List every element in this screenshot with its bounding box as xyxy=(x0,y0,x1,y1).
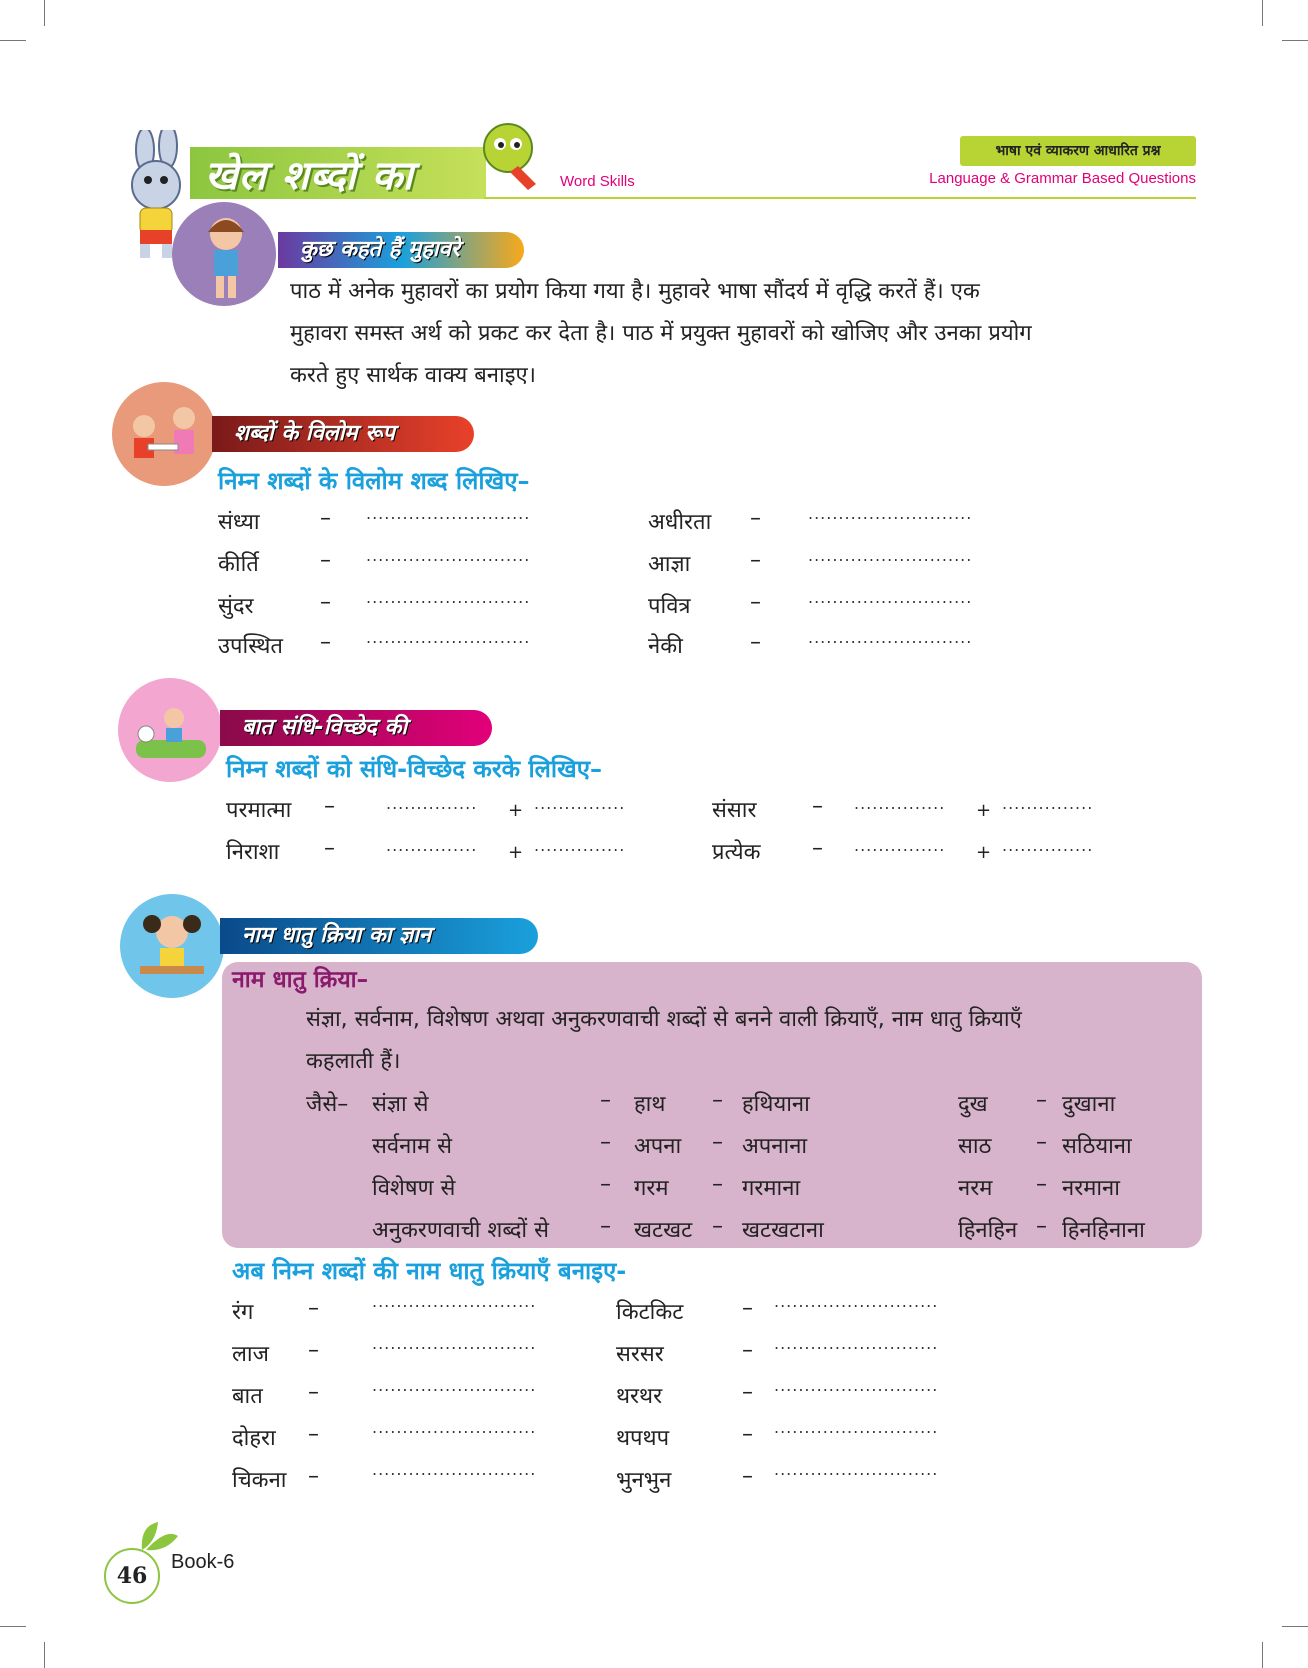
exercise-word: भुनभुन xyxy=(616,1468,672,1493)
exercise-word: सरसर xyxy=(616,1342,664,1367)
answer-blank[interactable]: ............... xyxy=(534,836,626,855)
dash: – xyxy=(712,1172,723,1197)
antonym-word: संध्या xyxy=(218,510,260,535)
crop-mark xyxy=(44,0,45,26)
crop-mark xyxy=(1282,40,1308,41)
exercise-word: लाज xyxy=(232,1342,269,1367)
example-word: गरम xyxy=(634,1176,669,1201)
answer-blank[interactable]: ............... xyxy=(854,836,946,855)
tag-hindi: भाषा एवं व्याकरण आधारित प्रश्न xyxy=(960,136,1196,166)
dash: – xyxy=(812,794,823,819)
answer-blank[interactable]: ........................... xyxy=(372,1334,537,1353)
dash: – xyxy=(742,1380,753,1405)
example-verb: दुखाना xyxy=(1062,1092,1116,1117)
answer-blank[interactable]: ............... xyxy=(1002,794,1094,813)
idioms-line-1: पाठ में अनेक मुहावरों का प्रयोग किया गया है। मुहावरे भाषा सौंदर्य में वृद्धि करतें हैं। एक xyxy=(290,279,980,304)
crop-mark xyxy=(0,40,26,41)
girl-studying-illustration-icon xyxy=(120,894,224,998)
example-type: संज्ञा से xyxy=(372,1092,429,1117)
book-label: Book-6 xyxy=(171,1551,235,1573)
dash: – xyxy=(308,1338,319,1363)
antonyms-question: निम्न शब्दों के विलोम शब्द लिखिए– xyxy=(218,467,530,495)
kids-reading-illustration-icon xyxy=(112,382,216,486)
answer-blank[interactable]: ............... xyxy=(854,794,946,813)
answer-blank[interactable]: ........................... xyxy=(366,504,531,523)
dash: – xyxy=(742,1422,753,1447)
crop-mark xyxy=(1262,1642,1263,1668)
girl-illustration-icon xyxy=(172,202,276,306)
example-verb: हथियाना xyxy=(742,1092,810,1117)
answer-blank[interactable]: ........................... xyxy=(808,628,973,647)
answer-blank[interactable]: ........................... xyxy=(808,504,973,523)
answer-blank[interactable]: ........................... xyxy=(366,546,531,565)
dash: – xyxy=(712,1214,723,1239)
idioms-line-2: मुहावरा समस्त अर्थ को प्रकट कर देता है। पाठ में प्रयुक्त मुहावरों को खोजिए और उनका प्रयोग xyxy=(290,321,1032,346)
plus-sign: + xyxy=(976,842,992,863)
example-verb: हिनहिनाना xyxy=(1062,1218,1145,1243)
section-pill-antonyms: शब्दों के विलोम रूप xyxy=(212,416,474,452)
leaf-icon xyxy=(136,1518,180,1554)
answer-blank[interactable]: ........................... xyxy=(366,628,531,647)
example-word: खटखट xyxy=(634,1218,693,1243)
subtitle-word-skills: Word Skills xyxy=(560,173,635,190)
dash: – xyxy=(308,1380,319,1405)
dash: – xyxy=(320,590,331,615)
section-pill-naam-dhatu: नाम धातु क्रिया का ज्ञान xyxy=(220,918,538,954)
dash: – xyxy=(308,1296,319,1321)
dash: – xyxy=(742,1338,753,1363)
answer-blank[interactable]: ............... xyxy=(1002,836,1094,855)
exercise-word: रंग xyxy=(232,1300,254,1325)
example-word: साठ xyxy=(958,1134,992,1159)
exercise-word: थरथर xyxy=(616,1384,663,1409)
exercise-word: किटकिट xyxy=(616,1300,684,1325)
section-pill-idioms: कुछ कहते हैं मुहावरे xyxy=(278,232,524,268)
dash: – xyxy=(600,1172,611,1197)
dash: – xyxy=(1036,1172,1047,1197)
answer-blank[interactable]: ............... xyxy=(534,794,626,813)
answer-blank[interactable]: ........................... xyxy=(366,588,531,607)
dash: – xyxy=(812,836,823,861)
answer-blank[interactable]: ........................... xyxy=(808,588,973,607)
answer-blank[interactable]: ........................... xyxy=(372,1460,537,1479)
crop-mark xyxy=(0,1626,26,1627)
dash: – xyxy=(320,548,331,573)
antonym-word: कीर्ति xyxy=(218,552,259,577)
example-label: जैसे– xyxy=(306,1092,349,1117)
idioms-line-3: करते हुए सार्थक वाक्य बनाइए। xyxy=(290,363,537,388)
dash: – xyxy=(742,1464,753,1489)
page-title: खेल शब्दों का xyxy=(205,153,414,199)
pencil-mascot-icon xyxy=(480,118,540,194)
answer-blank[interactable]: ........................... xyxy=(808,546,973,565)
example-word: नरम xyxy=(958,1176,993,1201)
exercise-word: बात xyxy=(232,1384,263,1409)
plus-sign: + xyxy=(508,842,524,863)
sandhi-word: परमात्मा xyxy=(226,798,292,823)
dash: – xyxy=(324,794,335,819)
definition-heading: नाम धातु क्रिया– xyxy=(232,967,369,993)
example-verb: खटखटाना xyxy=(742,1218,824,1243)
sandhi-word: प्रत्येक xyxy=(712,840,761,865)
example-type: सर्वनाम से xyxy=(372,1134,453,1159)
dash: – xyxy=(712,1130,723,1155)
definition-line-2: कहलाती हैं। xyxy=(306,1049,401,1074)
answer-blank[interactable]: ........................... xyxy=(774,1418,939,1437)
exercise-word: दोहरा xyxy=(232,1426,276,1451)
dash: – xyxy=(712,1088,723,1113)
answer-blank[interactable]: ........................... xyxy=(774,1334,939,1353)
definition-line-1: संज्ञा, सर्वनाम, विशेषण अथवा अनुकरणवाची शब्दों से बनने वाली क्रियाएँ, नाम धातु क्रियाएँ xyxy=(306,1007,1022,1032)
dash: – xyxy=(750,630,761,655)
dash: – xyxy=(320,630,331,655)
example-verb: सठियाना xyxy=(1062,1134,1132,1159)
dash: – xyxy=(320,506,331,531)
example-verb: नरमाना xyxy=(1062,1176,1120,1201)
antonym-word: आज्ञा xyxy=(648,552,691,577)
naam-dhatu-question: अब निम्न शब्दों की नाम धातु क्रियाएँ बनाइए- xyxy=(232,1257,627,1285)
answer-blank[interactable]: ........................... xyxy=(774,1292,939,1311)
example-type: अनुकरणवाची शब्दों से xyxy=(372,1218,549,1243)
antonym-word: उपस्थित xyxy=(218,634,283,659)
dash: – xyxy=(1036,1214,1047,1239)
answer-blank[interactable]: ............... xyxy=(386,794,478,813)
crop-mark xyxy=(44,1642,45,1668)
dash: – xyxy=(1036,1130,1047,1155)
answer-blank[interactable]: ........................... xyxy=(774,1376,939,1395)
plus-sign: + xyxy=(508,800,524,821)
kids-playing-illustration-icon xyxy=(118,678,222,782)
dash: – xyxy=(750,548,761,573)
page-number: 46 xyxy=(104,1548,160,1604)
section-pill-sandhi: बात संधि-विच्छेद की xyxy=(220,710,492,746)
dash: – xyxy=(750,590,761,615)
answer-blank[interactable]: ............... xyxy=(386,836,478,855)
exercise-word: चिकना xyxy=(232,1468,287,1493)
example-word: हिनहिन xyxy=(958,1218,1018,1243)
antonym-word: पवित्र xyxy=(648,594,691,619)
answer-blank[interactable]: ........................... xyxy=(774,1460,939,1479)
dash: – xyxy=(600,1088,611,1113)
dash: – xyxy=(750,506,761,531)
example-word: हाथ xyxy=(634,1092,666,1117)
answer-blank[interactable]: ........................... xyxy=(372,1376,537,1395)
dash: – xyxy=(1036,1088,1047,1113)
dash: – xyxy=(308,1464,319,1489)
antonym-word: नेकी xyxy=(648,634,683,659)
dash: – xyxy=(324,836,335,861)
dash: – xyxy=(308,1422,319,1447)
sandhi-question: निम्न शब्दों को संधि-विच्छेद करके लिखिए– xyxy=(226,755,603,783)
crop-mark xyxy=(1282,1626,1308,1627)
antonym-word: सुंदर xyxy=(218,594,254,619)
example-verb: अपनाना xyxy=(742,1134,808,1159)
dash: – xyxy=(600,1214,611,1239)
answer-blank[interactable]: ........................... xyxy=(372,1292,537,1311)
tag-english: Language & Grammar Based Questions xyxy=(929,170,1196,187)
example-type: विशेषण से xyxy=(372,1176,456,1201)
header-rule xyxy=(484,197,1196,199)
dash: – xyxy=(742,1296,753,1321)
sandhi-word: संसार xyxy=(712,798,757,823)
sandhi-word: निराशा xyxy=(226,840,280,865)
exercise-word: थपथप xyxy=(616,1426,670,1451)
example-word: अपना xyxy=(634,1134,682,1159)
example-word: दुख xyxy=(958,1092,988,1117)
dash: – xyxy=(600,1130,611,1155)
example-verb: गरमाना xyxy=(742,1176,801,1201)
answer-blank[interactable]: ........................... xyxy=(372,1418,537,1437)
plus-sign: + xyxy=(976,800,992,821)
crop-mark xyxy=(1262,0,1263,26)
antonym-word: अधीरता xyxy=(648,510,712,535)
